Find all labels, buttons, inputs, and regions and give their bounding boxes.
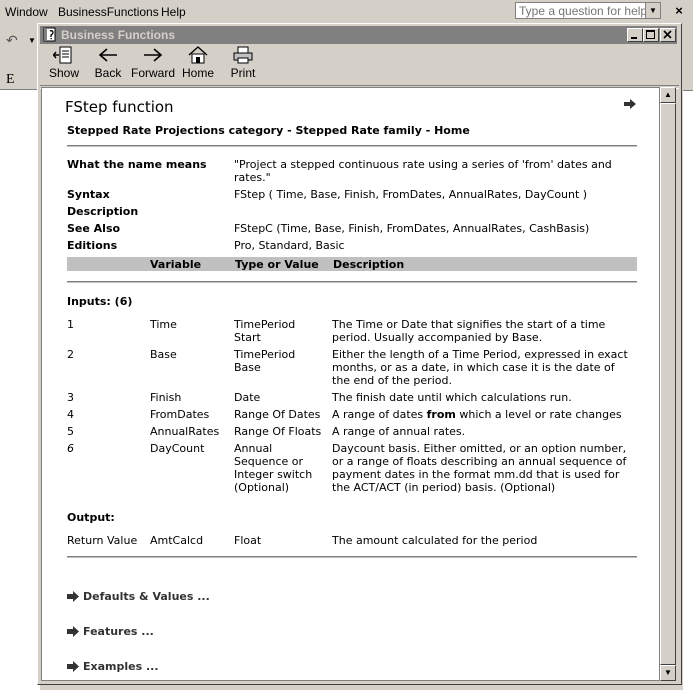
input-var: AnnualRates [150,425,220,438]
table-header [67,257,637,271]
home-button[interactable] [178,46,218,84]
printer-icon [232,46,254,64]
page-title: FStep function [65,98,174,116]
output-name: Return Value [67,534,138,547]
help-window [37,23,682,685]
breadcrumb[interactable]: Stepped Rate Projections category - Stepped Rate family - Home [67,124,470,137]
menu-bar [0,0,693,22]
meta-value-editions: Pro, Standard, Basic [234,239,345,252]
input-num: 1 [67,318,74,331]
input-type: Range Of Floats [234,425,322,438]
scroll-up-button[interactable]: ▲ [660,87,676,103]
help-content [41,87,660,681]
meta-value-see-also[interactable]: FStepC (Time, Base, Finish, FromDates, AnnualRates, CashBasis) [234,222,590,235]
vertical-scrollbar[interactable] [660,87,676,681]
maximize-button[interactable] [643,28,659,42]
meta-value-name: "Project a stepped continuous rate using a series of 'from' dates and rates." [234,158,612,184]
input-desc: Daycount basis. Either omitted, or an option number, or a range of floats describing an annual sequence of payment dates in the format mm.dd that is used for the ACT/ACT (in period) basis. (Optional) [332,442,627,494]
output-type: Float [234,534,262,547]
input-desc: The finish date until which calculations run. [332,391,572,404]
close-icon[interactable]: × [675,3,683,18]
input-type: Date [234,391,261,404]
minimize-icon [628,29,642,41]
input-type: TimePeriod Start [234,318,296,344]
forward-button[interactable] [131,46,175,84]
meta-value-syntax: FStep ( Time, Base, Finish, FromDates, AnnualRates, DayCount ) [234,188,588,201]
meta-label-name: What the name means [67,158,207,171]
home-icon [187,46,209,64]
next-arrow-icon[interactable] [623,98,637,110]
back-button[interactable] [88,46,128,84]
menu-businessfunctions[interactable]: BusinessFunctions [58,5,159,19]
show-label: Show [48,66,80,80]
show-button[interactable] [44,46,84,84]
menu-help[interactable]: Help [161,5,186,19]
ask-question-dropdown-icon[interactable]: ▼ [645,3,660,18]
back-label: Back [94,66,122,80]
menu-window[interactable]: Window [5,5,48,19]
show-icon [53,46,75,64]
features-link[interactable]: Features ... [67,625,154,638]
meta-label-see-also: See Also [67,222,121,235]
undo-icon[interactable]: ↶ [6,32,18,48]
input-desc: A range of dates from which a level or rate changes [332,408,622,421]
window-titlebar[interactable] [40,26,677,44]
print-button[interactable] [223,46,263,84]
minimize-button[interactable] [627,28,643,42]
forward-arrow-icon [142,46,164,64]
spreadsheet-area [0,72,40,690]
scroll-thumb[interactable] [660,103,676,665]
input-var: Finish [150,391,182,404]
print-label: Print [230,66,256,80]
close-window-icon [661,29,675,41]
input-type: TimePeriod Base [234,348,296,374]
maximize-icon [644,29,658,41]
column-header[interactable]: E [0,72,40,90]
col-variable: Variable [150,258,202,271]
ask-question-box[interactable] [515,2,661,19]
spreadsheet-area-right [683,72,693,690]
input-desc: Either the length of a Time Period, expressed in exact months, or as a date, in which case it is the date of the end of the period. [332,348,628,387]
input-type: Annual Sequence or Integer switch (Optional) [234,442,313,494]
input-var: FromDates [150,408,210,421]
back-arrow-icon [97,46,119,64]
input-num: 3 [67,391,74,404]
undo-dropdown-icon[interactable]: ▼ [28,36,36,45]
ask-question-input[interactable] [516,3,650,18]
help-book-icon [43,27,57,42]
meta-label-editions: Editions [67,239,118,252]
arrow-right-icon [67,626,80,637]
input-desc: The Time or Date that signifies the start of a time period. Usually accompanied by Base. [332,318,606,344]
input-var: DayCount [150,442,205,455]
column-header-right [683,72,693,91]
scroll-down-button[interactable]: ▼ [660,665,676,681]
input-num: 6 [67,442,74,455]
input-type: Range Of Dates [234,408,321,421]
col-type: Type or Value [235,258,319,271]
input-num: 4 [67,408,74,421]
divider [67,556,637,558]
home-label: Home [181,66,214,80]
defaults-values-link[interactable]: Defaults & Values ... [67,590,210,603]
output-desc: The amount calculated for the period [332,534,538,547]
close-button[interactable] [660,28,676,42]
window-title: Business Functions [61,28,176,42]
divider [67,281,637,283]
input-num: 2 [67,348,74,361]
examples-link[interactable]: Examples ... [67,660,159,673]
col-description: Description [333,258,405,271]
output-label: Output: [67,511,115,524]
meta-label-syntax: Syntax [67,188,110,201]
input-var: Base [150,348,177,361]
forward-label: Forward [131,66,176,80]
meta-label-description: Description [67,205,139,218]
divider [67,145,637,147]
arrow-right-icon [67,591,80,602]
input-num: 5 [67,425,74,438]
inputs-label: Inputs: (6) [67,295,133,308]
output-var: AmtCalcd [150,534,204,547]
arrow-right-icon [67,661,80,672]
input-var: Time [150,318,177,331]
input-desc: A range of annual rates. [332,425,466,438]
